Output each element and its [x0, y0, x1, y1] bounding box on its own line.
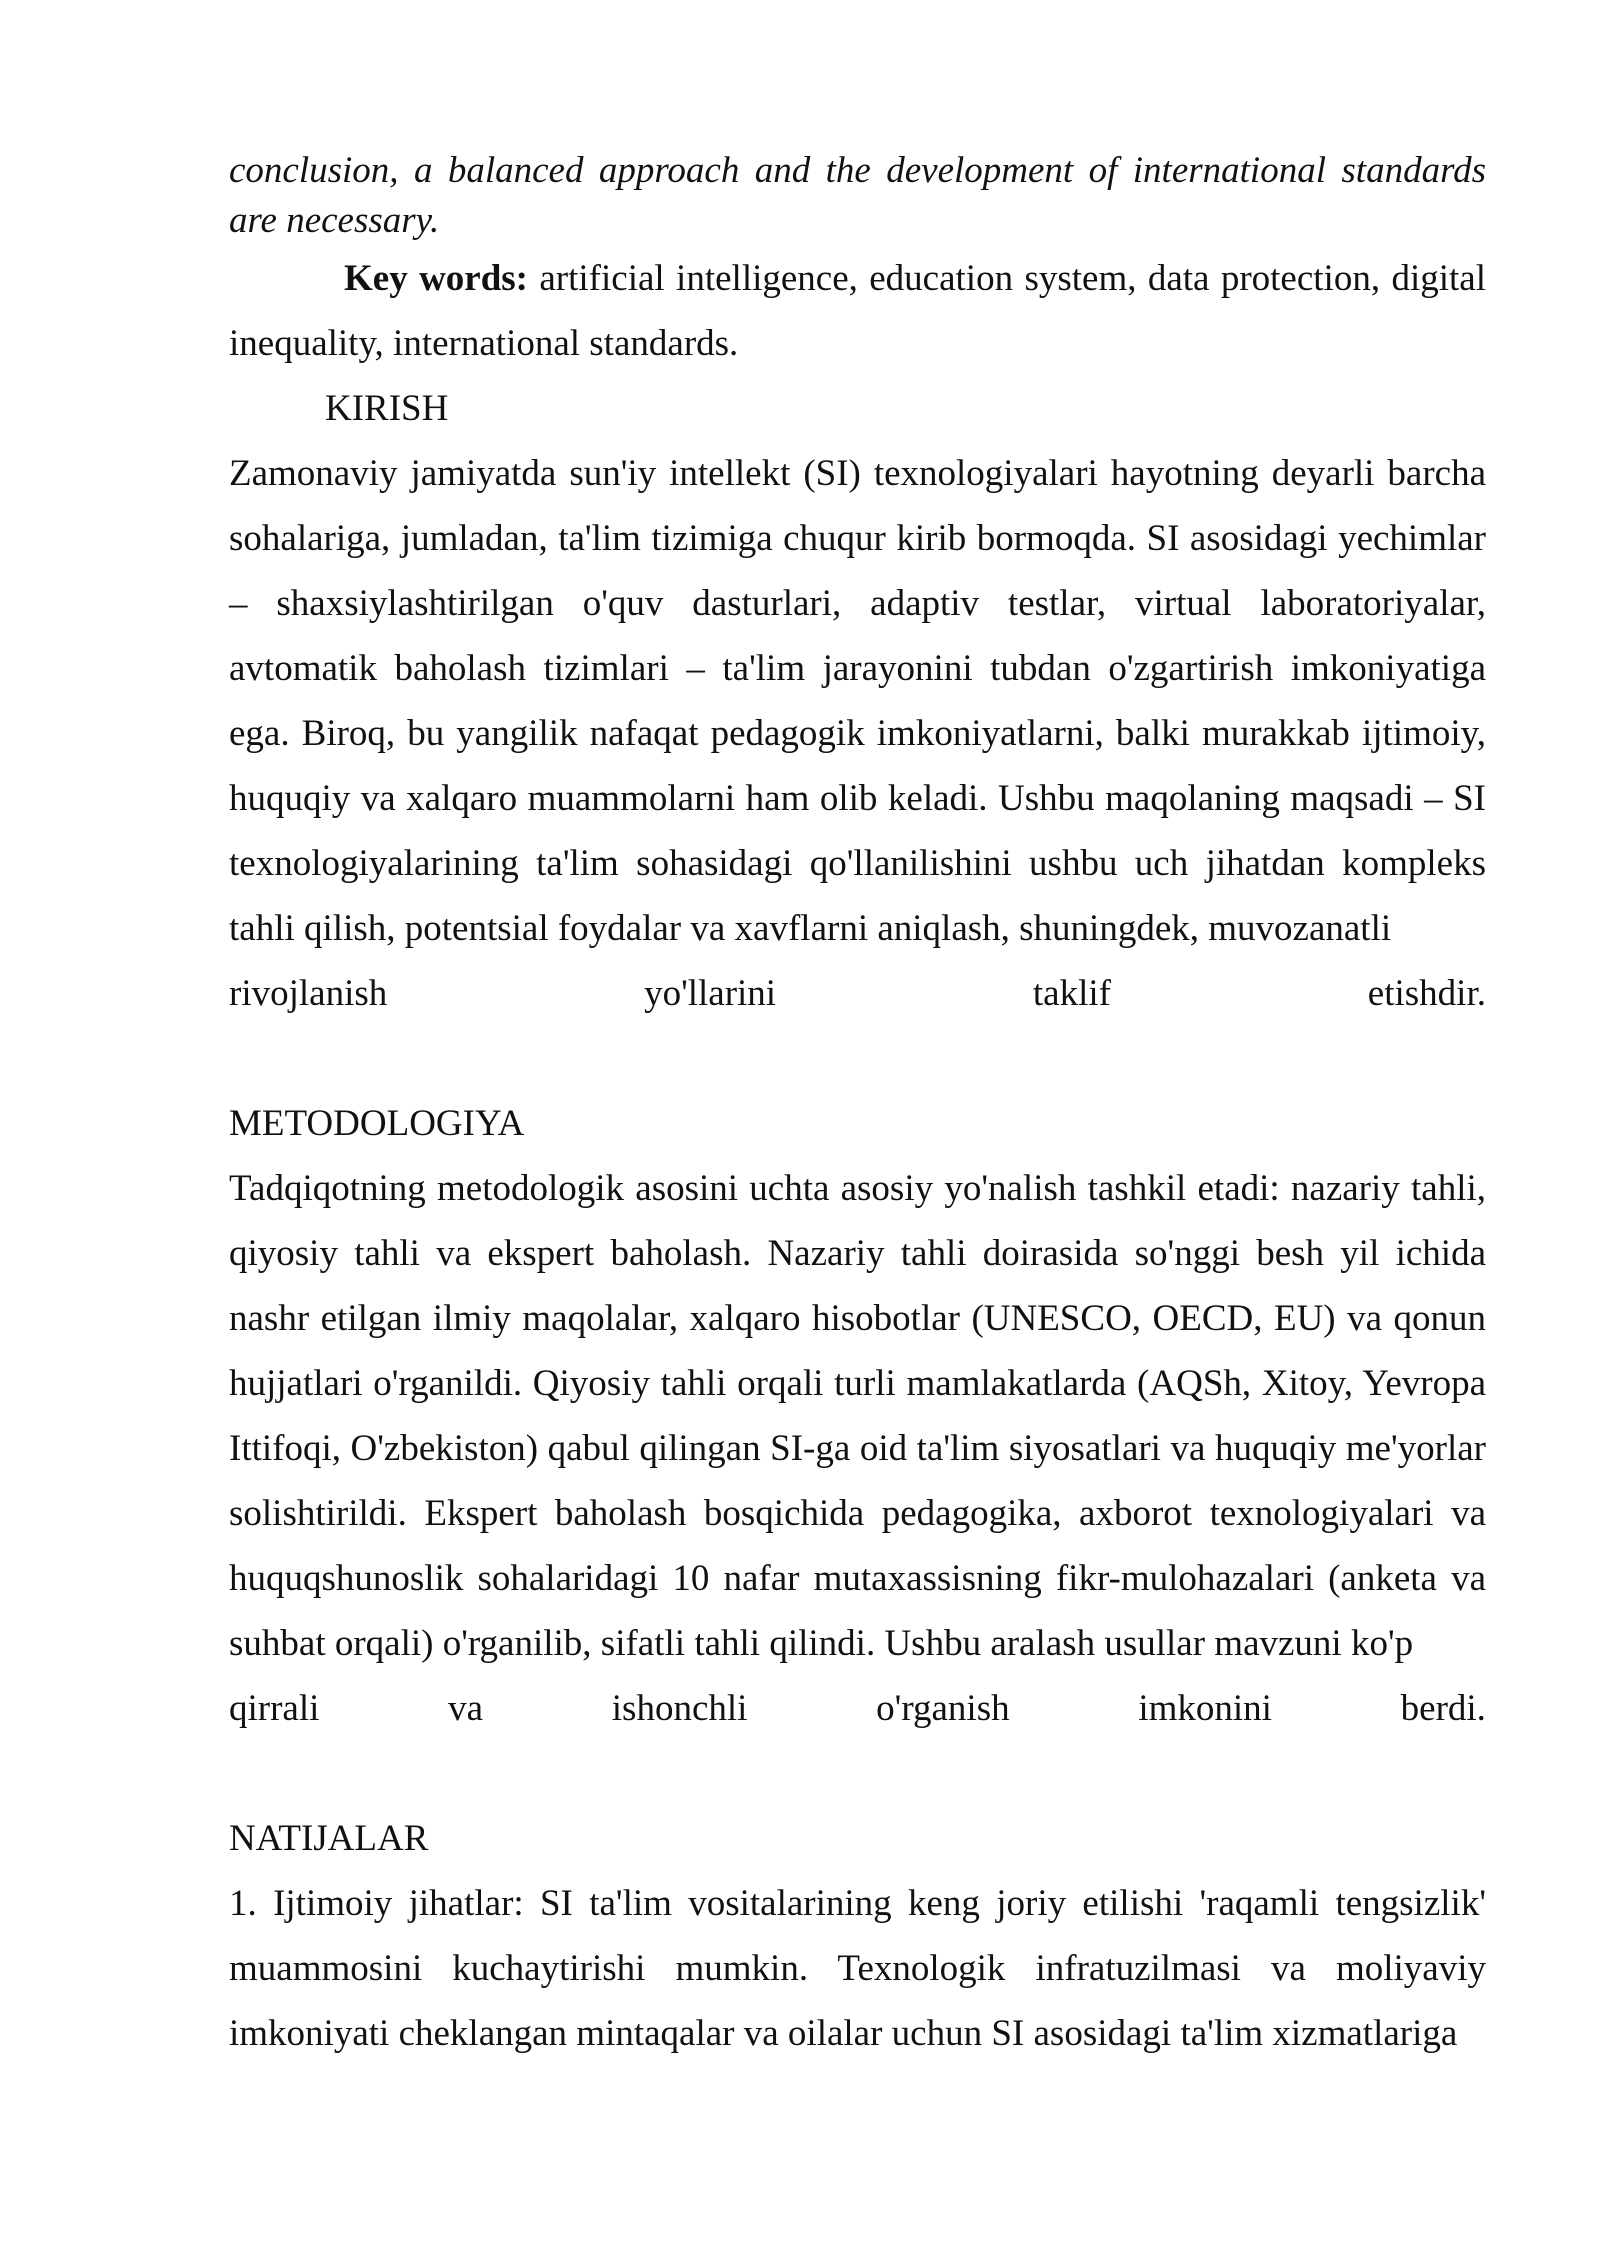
metodologiya-last-line: [229, 1676, 1486, 1741]
metodologiya-last-word: berdi.: [1400, 1688, 1486, 1729]
section-heading-metodologiya: METODOLOGIYA: [229, 1103, 525, 1144]
section-spacer: [229, 1026, 1486, 1091]
metodologiya-last-word: imkonini: [1138, 1688, 1272, 1729]
natijalar-body: 1. Ijtimoiy jihatlar: SI ta'lim vositalarining keng joriy etilishi 'raqamli tengsizlik' muammosini kuchaytirishi mumkin. Texnologik infratuzilmasi va moliyaviy imkoniyati cheklangan mintaqalar va oilalar uchun SI asosidagi ta'lim xizmatlariga: [229, 1883, 1486, 2054]
kirish-last-word: rivojlanish: [229, 973, 388, 1014]
metodologiya-last-word: o'rganish: [876, 1688, 1010, 1729]
kirish-body: Zamonaviy jamiyatda sun'iy intellekt (SI) texnologiyalari hayotning deyarli barcha sohalariga, jumladan, ta'lim tizimiga chuqur kirib bormoqda. SI asosidagi yechimlar – shaxsiylashtirilgan o'quv dasturlari, adaptiv testlar, virtual laboratoriyalar, avtomatik baholash tizimlari – ta'lim jarayonini tubdan o'zgartirish imkoniyatiga ega. Biroq, bu yangilik nafaqat pedagogik imkoniyatlarni, balki murakkab ijtimoiy, huquqiy va xalqaro muammolarni ham olib keladi. Ushbu maqolaning maqsadi – SI texnologiyalarining ta'lim sohasidagi qo'llanilishini ushbu uch jihatdan kompleks tahli qilish, potentsial foydalar va xavflarni aniqlash, shuningdek, muvozanatli: [229, 453, 1486, 949]
kirish-last-line: [229, 961, 1486, 1026]
metodologiya-last-word: va: [448, 1688, 484, 1729]
section-spacer: [229, 1741, 1486, 1806]
kirish-last-word: etishdir.: [1367, 973, 1486, 1014]
keywords-label: Key words:: [344, 258, 529, 299]
kirish-last-word: yo'llarini: [644, 973, 777, 1014]
keywords-paragraph: [229, 246, 1486, 376]
metodologiya-last-word: qirrali: [229, 1688, 320, 1729]
kirish-last-word: taklif: [1032, 973, 1111, 1014]
metodologiya-last-word: ishonchli: [611, 1688, 748, 1729]
section-heading-natijalar: NATIJALAR: [229, 1818, 429, 1859]
keywords-text: artificial intelligence, education system, data protection, digital inequality, international standards.: [229, 258, 1486, 364]
metodologiya-body: Tadqiqotning metodologik asosini uchta asosiy yo'nalish tashkil etadi: nazariy tahli, qiyosiy tahli va ekspert baholash. Nazariy tahli doirasida so'nggi besh yil ichida nashr etilgan ilmiy maqolalar, xalqaro hisobotlar (UNESCO, OECD, EU) va qonun hujjatlari o'rganildi. Qiyosiy tahli orqali turli mamlakatlarda (AQSh, Xitoy, Yevropa Ittifoqi, O'zbekiston) qabul qilingan SI-ga oid ta'lim siyosatlari va huquqiy me'yorlar solishtirildi. Ekspert baholash bosqichida pedagogika, axborot texnologiyalari va huquqshunoslik sohalaridagi 10 nafar mutaxassisning fikr-mulohazalari (anketa va suhbat orqali) o'rganilib, sifatli tahli qilindi. Ushbu aralash usullar mavzuni ko'p: [229, 1168, 1486, 1664]
document-page: [229, 146, 1486, 2066]
section-heading-kirish: KIRISH: [325, 388, 449, 429]
abstract-tail: conclusion, a balanced approach and the development of international standards are necessary.: [229, 150, 1486, 241]
